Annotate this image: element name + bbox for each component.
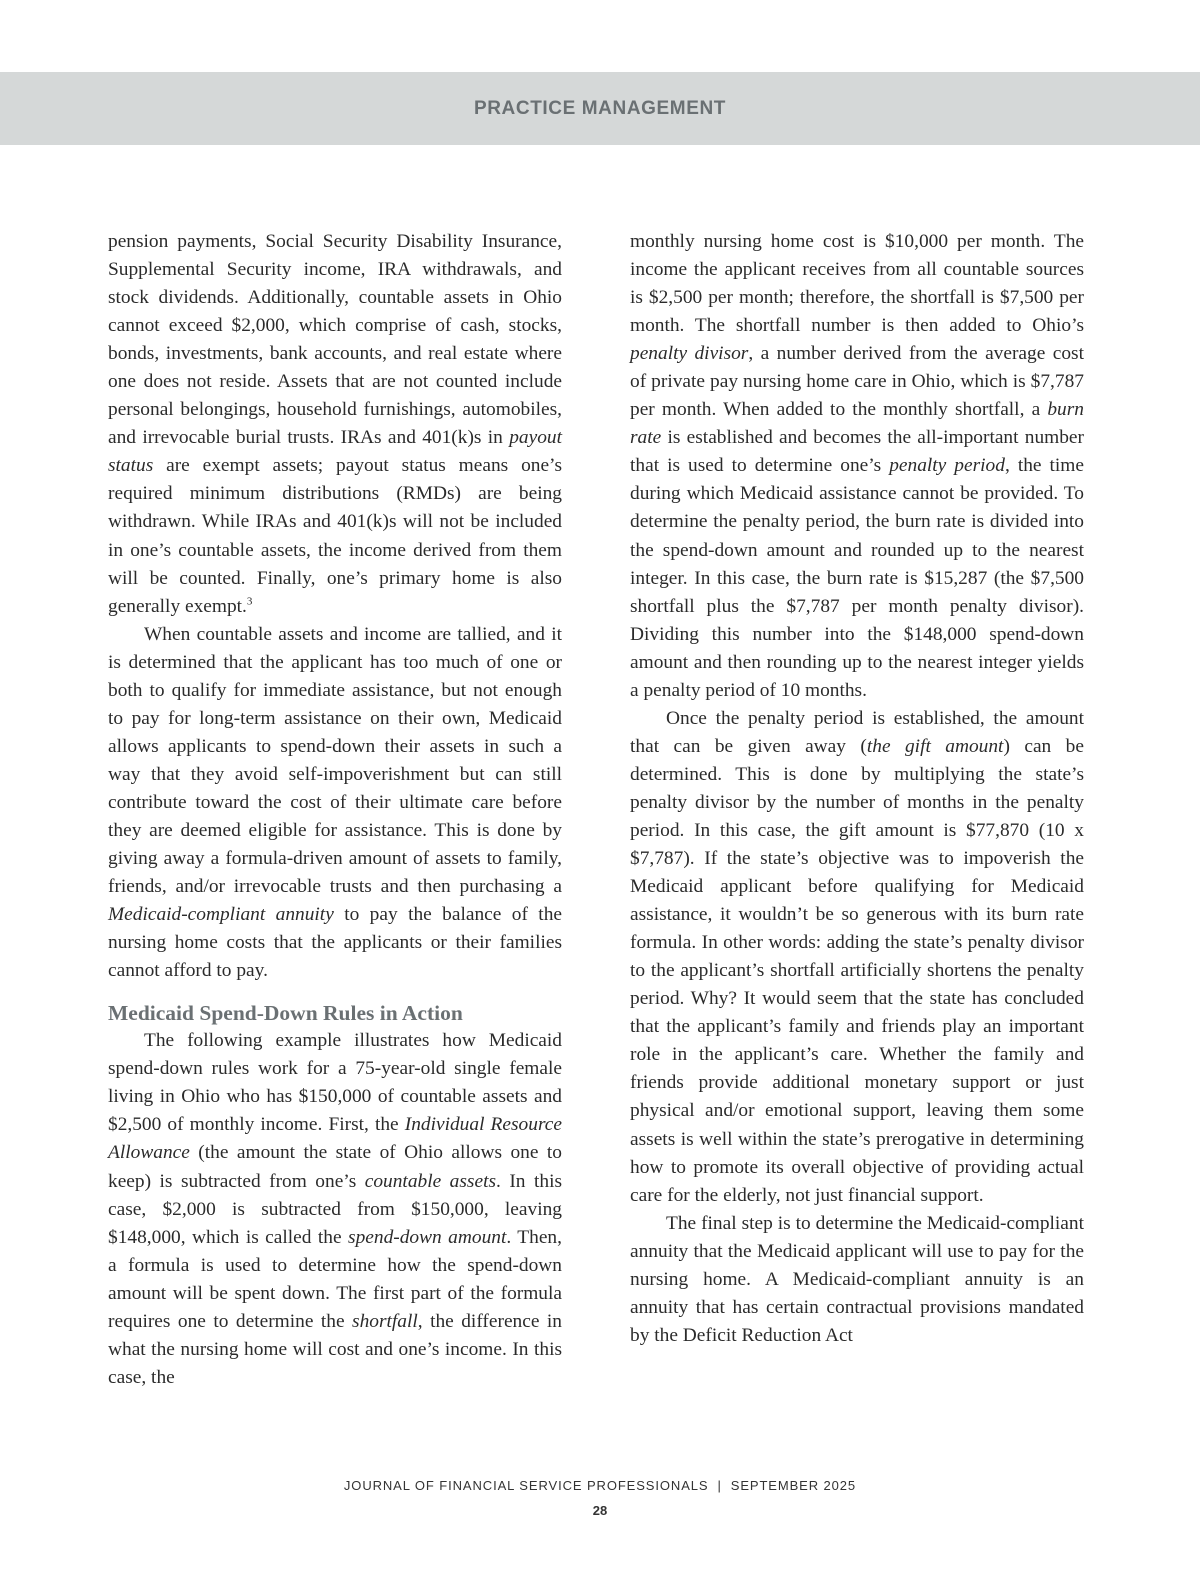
paragraph-penalty-divisor: monthly nursing home cost is $10,000 per month. The income the applicant receives from all countable sources is $2,500 per month; therefore, the shortfall is $7,500 per month. The shortfall number is then added to Ohio’s penalty divisor, a number derived from the average cost of private pay nursing home care in Ohio, which is $7,787 per month. When added to the monthly shortfall, a burn rate is established and becomes the all-important number that is used to determine one’s penalty period, the time during which Medicaid assistance cannot be provided. To determine the penalty period, the burn rate is divided into the spend-down amount and rounded up to the nearest integer. In this case, the burn rate is $15,287 (the $7,500 shortfall plus the $7,787 per month penalty divisor). Dividing this number into the $148,000 spend-down amount and then rounding up to the nearest integer yields a penalty period of 10 months. <box>630 231 1084 701</box>
left-column <box>108 228 562 1392</box>
term-shortfall: shortfall <box>352 1310 418 1332</box>
term-spend-down-amount: spend-down amount <box>348 1226 507 1248</box>
paragraph-gift-amount: Once the penalty period is established, the amount that can be given away (the gift amount) can be determined. This is done by multiplying the state’s penalty divisor by the number of months in the penalty period. In this case, the gift amount is $77,870 (10 x $7,787). If the state’s objective was to impoverish the Medicaid applicant before qualifying for Medicaid assistance, it wouldn’t be so generous with its burn rate formula. In other words: adding the state’s penalty divisor to the applicant’s shortfall artificially shortens the penalty period. Why? It would seem that the state has concluded that the applicant’s family and friends play an important role in the applicant’s care. Whether the family and friends provide additional monetary support or just physical and/or emotional support, leaving them some assets is well within the state’s prerogative in determining how to promote its overall objective of providing actual care for the elderly, not just financial support. <box>630 707 1084 1206</box>
footnote-marker: 3 <box>246 595 253 608</box>
term-payout-status: payout status <box>108 427 562 477</box>
paragraph-example: The following example illustrates how Medicaid spend-down rules work for a 75-year-old single female living in Ohio who has $150,000 of countable assets and $2,500 of monthly income. First, the Individual Resource Allowance (the amount the state of Ohio allows one to keep) is subtracted from one’s countable assets. In this case, $2,000 is subtracted from $150,000, leaving $148,000, which is called the spend-down amount. Then, a formula is used to determine how the spend-down amount will be spent down. The first part of the formula requires one to determine the shortfall, the difference in what the nursing home will cost and one’s income. In this case, the <box>108 1030 563 1388</box>
paragraph-countable-assets: pension payments, Social Security Disability Insurance, Supplemental Security income, IRA withdrawals, and stock dividends. Additionally, countable assets in Ohio cannot exceed $2,000, which comprise of cash, stocks, bonds, investments, bank accounts, and real estate where one does not reside. Assets that are not counted include personal belongings, household furnishings, automobiles, and irrevocable burial trusts. IRAs and 401(k)s in payout status are exempt assets; payout status means one’s required minimum distributions (RMDs) are being withdrawn. While IRAs and 401(k)s will not be included in one’s countable assets, the income derived from them will be counted. Finally, one’s primary home is also generally exempt.$^3$ <box>108 231 562 617</box>
subheading-spend-down-rules: Medicaid Spend-Down Rules in Action <box>108 1001 463 1026</box>
issue-date: SEPTEMBER 2025 <box>730 1478 857 1493</box>
term-gift-amount: the gift amount <box>866 735 1004 757</box>
journal-name: JOURNAL OF FINANCIAL SERVICE PROFESSIONALS <box>343 1478 709 1493</box>
page-number: 28 <box>592 1503 608 1518</box>
term-burn-rate: burn rate <box>630 399 1084 449</box>
term-individual-resource-allowance: Individual Resource Allowance <box>108 1114 562 1164</box>
paragraph-spend-down-intro: When countable assets and income are tallied, and it is determined that the applicant has too much of one or both to qualify for immediate assistance, but not enough to pay for long-term assistance on their own, Medicaid allows applicants to spend-down their assets in such a way that they avoid self-impoverishment but can still contribute toward the cost of their ultimate care before they are deemed eligible for assistance. This is done by giving away a formula-driven amount of assets to family, friends, and/or irrevocable trusts and then purchasing a Medicaid-compliant annuity to pay the balance of the nursing home costs that the applicants or their families cannot afford to pay. <box>108 623 562 982</box>
term-penalty-period: penalty period <box>889 455 1005 477</box>
paragraph-final-step: The final step is to determine the Medicaid-compliant annuity that the Medicaid applicant will use to pay for the nursing home. A Medicaid-compliant annuity is an annuity that has certain contractual provisions mandated by the Deficit Reduction Act <box>630 1212 1084 1346</box>
term-medicaid-compliant-annuity: Medicaid-compliant annuity <box>108 904 334 926</box>
term-countable-assets: countable assets <box>364 1170 497 1192</box>
term-penalty-divisor: penalty divisor <box>630 343 749 365</box>
section-label: PRACTICE MANAGEMENT <box>473 98 727 119</box>
footer-separator: | <box>717 1478 722 1493</box>
footer-journal-line <box>0 1478 1200 1493</box>
right-column <box>630 228 1084 1350</box>
